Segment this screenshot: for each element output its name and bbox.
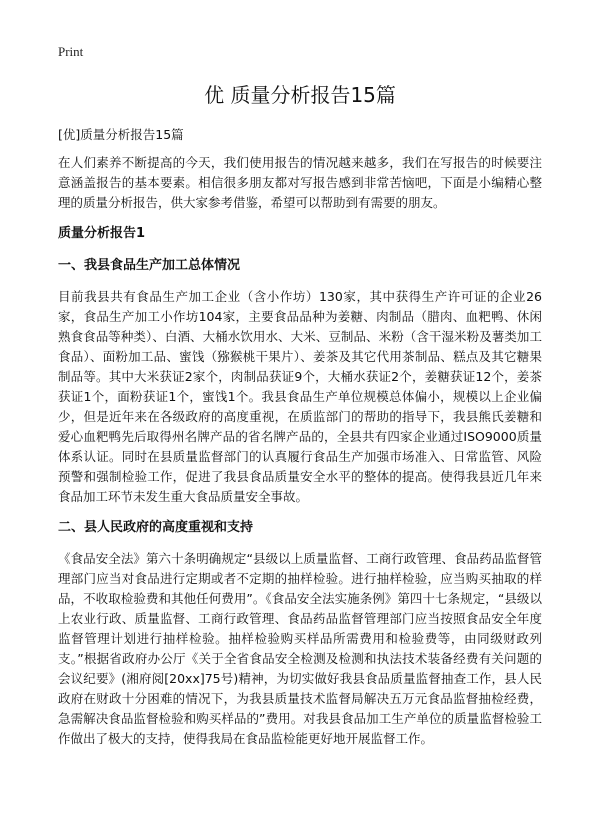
print-link[interactable]: Print — [58, 44, 84, 59]
document-subtitle: [优]质量分析报告15篇 — [58, 127, 184, 142]
intro-paragraph: 在人们素养不断提高的今天，我们使用报告的情况越来越多，我们在写报告的时候要注意涵盖报告的基本要素。相信很多朋友都对写报告感到非常苦恼吧，下面是小编精心整理的质量分析报告，供大家参考借鉴，希望可以帮助到有需要的朋友。 — [58, 155, 542, 210]
report-heading: 质量分析报告1 — [58, 226, 146, 241]
section-heading-1: 一、我县食品生产加工总体情况 — [58, 258, 241, 273]
document-title: 优 质量分析报告15篇 — [204, 83, 396, 107]
section-paragraph-2: 《食品安全法》第六十条明确规定“县级以上质量监督、工商行政管理、食品药品监督管理部门应当对食品进行定期或者不定期的抽样检验。进行抽样检验，应当购买抽取的样品，不收取检验费和其他任何费用”。《食品安全法实施条例》第四十七条规定，“县级以上农业行政、质量监督、工商行政管理、食品药品监督管理部门应当按照食品安全年度监督管理计划进行抽样检验。抽样检验购买样品所需费用和检验费等，由同级财政列支。”根据省政府办公厅《关于全省食品安全检测及检测和执法技术装备经费有关问题的会议纪要》(湘府阅[20xx]75号)精神，为切实做好我县食品质量监督抽查工作，县人民政府在财政十分困难的情况下，为我县质量技术监督局解决五万元食品监督抽检经费，急需解决食品监督检验和购买样品的”费用。对我县食品加工生产单位的质量监督检验工作做出了极大的支持，使得我局在食品监检能更好地开展监督工作。 — [58, 551, 542, 746]
section-heading-2: 二、县人民政府的高度重视和支持 — [58, 520, 254, 535]
section-paragraph-1: 目前我县共有食品生产加工企业（含小作坊）130家，其中获得生产许可证的企业26家，食品生产加工小作坊104家，主要食品品种为姜糖、肉制品（腊肉、血粑鸭、休闲熟食食品等种类）、白酒、大桶水饮用水、大米、豆制品、米粉（含干湿米粉及薯类加工食品）、面粉加工品、蜜饯（猕猴桃干果片）、姜茶及其它代用茶制品、糕点及其它糖果制品等。其中大米获证2家个，肉制品获证9个，大桶水获证2个，姜糖获证12个，姜茶获证1个，面粉获证1个，蜜饯1个。我县食品生产单位规模总体偏小，规模以上企业偏少，但是近年来在各级政府的高度重视，在质监部门的帮助的指导下，我县熊氏姜糖和爱心血粑鸭先后取得州名牌产品的省名牌产品的，全县共有四家企业通过ISO9000质量体系认证。同时在县质量监督部门的认真履行食品生产加强市场准入、日常监管、风险预警和强制检验工作，促进了我县食品质量安全水平的整体的提高。使得我县近几年来食品加工环节未发生重大食品质量安全事故。 — [58, 289, 542, 504]
